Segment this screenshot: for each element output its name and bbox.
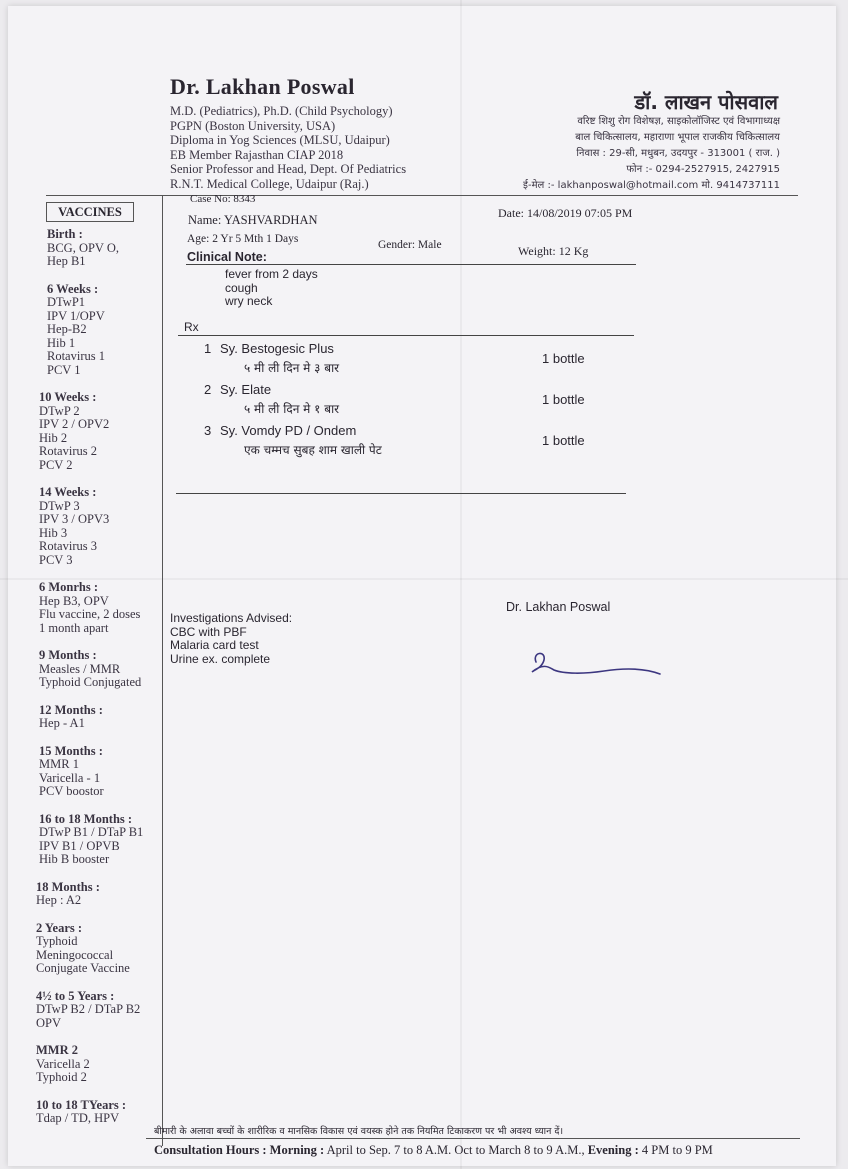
vaccine-item: Rotavirus 3 — [39, 539, 97, 553]
hindi-line: ई-मेल :- lakhanposwal@hotmail.com मो. 9414737111 — [523, 180, 780, 191]
vaccine-item: BCG, OPV O, — [47, 240, 120, 255]
rx-quantity: 1 bottle — [542, 351, 585, 366]
vaccine-item: Hib 1 — [47, 335, 76, 350]
vaccine-item: IPV 2 / OPV2 — [39, 417, 110, 431]
clinical-note: fever from 2 days — [225, 267, 318, 281]
morning-label: Morning : — [269, 1143, 325, 1157]
vaccine-item: Varicella - 1 — [39, 770, 101, 785]
vaccine-group-heading: 14 Weeks : — [39, 485, 97, 499]
vaccine-item: Flu vaccine, 2 doses — [39, 607, 141, 621]
clinical-note: wry neck — [225, 294, 273, 308]
evening-label: Evening : — [587, 1143, 639, 1157]
clinical-note-title: Clinical Note: — [187, 250, 267, 264]
vaccine-group — [30, 1044, 160, 1085]
vaccine-item: Hep B3, OPV — [39, 593, 109, 608]
vaccine-item: DTwP B2 / DTaP B2 — [36, 1002, 141, 1016]
investigation-item: CBC with PBF — [170, 624, 247, 639]
vaccine-group — [30, 649, 160, 690]
qualifications — [170, 104, 406, 191]
footer-note: बीमारी के अलावा बच्चों के शारीरिक व मानसिक विकास एवं वयस्क होने तक नियमित टिकाकरण पर भी अवश्य ध्यान दें। — [154, 1126, 564, 1137]
header-divider — [46, 195, 798, 196]
consult-label: Consultation Hours : — [154, 1143, 267, 1157]
vaccine-item: Typhoid Conjugated — [39, 675, 142, 689]
clinical-divider — [178, 335, 634, 336]
vaccine-item: Hep - A1 — [39, 716, 85, 730]
hindi-line: वरिष्ट शिशु रोग विशेषज्ञ, साइकोलॉजिस्ट एवं विभागाध्यक्ष — [577, 116, 780, 127]
vaccine-item: Hep-B2 — [47, 322, 87, 336]
vaccine-group — [30, 813, 160, 867]
rx-item — [200, 341, 620, 382]
vaccine-item: Measles / MMR — [39, 661, 121, 676]
vaccine-group — [30, 704, 160, 731]
vaccine-item: IPV 3 / OPV3 — [39, 512, 110, 526]
vaccine-item: Typhoid 2 — [36, 1070, 87, 1084]
patient-gender: Gender: Male — [378, 239, 442, 251]
vaccine-item: DTwP B1 / DTaP B1 — [39, 825, 144, 839]
investigation-item: Urine ex. complete — [170, 651, 271, 666]
rx-quantity: 1 bottle — [542, 433, 585, 448]
vaccine-group — [30, 228, 160, 269]
vaccine-group — [30, 391, 160, 472]
consultation-hours — [154, 1143, 713, 1158]
vaccine-item: Varicella 2 — [36, 1056, 90, 1071]
vaccine-item: Hib 3 — [39, 525, 68, 540]
vaccine-group-heading: 12 Months : — [39, 702, 103, 717]
vaccine-group-heading: 4½ to 5 Years : — [36, 988, 115, 1003]
vaccine-group-heading: 18 Months : — [36, 879, 100, 894]
visit-date: Date: 14/08/2019 07:05 PM — [498, 206, 633, 220]
vaccine-item: 1 month apart — [39, 620, 109, 635]
qualification-line: M.D. (Pediatrics), Ph.D. (Child Psychology) — [170, 104, 393, 118]
vaccine-group-heading: 9 Months : — [39, 648, 97, 662]
patient-divider — [186, 264, 636, 265]
hindi-line: निवास : 29-सी, मधुबन, उदयपुर - 313001 ( राज. ) — [576, 148, 780, 159]
vaccine-item: Rotavirus 2 — [39, 444, 97, 458]
qualification-line: PGPN (Boston University, USA) — [170, 118, 336, 133]
rx-divider — [176, 493, 626, 494]
vaccine-item: Meningococcal — [36, 947, 114, 962]
vaccine-schedule — [30, 228, 160, 1140]
vaccine-group — [30, 581, 160, 635]
signature — [524, 640, 674, 690]
vaccine-group — [30, 745, 160, 799]
vaccine-item: DTwP1 — [47, 295, 86, 309]
vaccine-group-heading: 10 Weeks : — [39, 390, 97, 404]
vaccine-item: IPV B1 / OPVB — [39, 838, 120, 853]
vaccine-item: OPV — [36, 1015, 62, 1030]
vaccine-group — [30, 990, 160, 1031]
rx-number: 3 — [204, 423, 212, 438]
rx-dosage: ५ मी ली दिन मे १ बार — [244, 402, 340, 416]
hindi-line: बाल चिकित्सालय, महाराणा भूपाल राजकीय चिकित्सालय — [575, 132, 780, 143]
vaccines-title: VACCINES — [46, 202, 134, 222]
doctor-name: Dr. Lakhan Poswal — [170, 74, 355, 99]
vaccine-group — [30, 881, 160, 908]
rx-quantity: 1 bottle — [542, 392, 585, 407]
vaccine-item: MMR 1 — [39, 757, 79, 771]
vaccine-group — [30, 283, 160, 378]
rx-medicine-name: Sy. Elate — [220, 382, 272, 397]
patient-name: Name: YASHVARDHAN — [188, 213, 318, 227]
vaccine-item: Hep : A2 — [36, 893, 82, 907]
clinical-note: cough — [225, 280, 258, 295]
qualification-line: EB Member Rajasthan CIAP 2018 — [170, 147, 344, 162]
evening-text: 4 PM to 9 PM — [641, 1143, 713, 1157]
vaccine-group-heading: 10 to 18 TYears : — [36, 1097, 127, 1112]
footer-divider — [146, 1138, 800, 1139]
vaccine-group-heading: MMR 2 — [36, 1043, 78, 1057]
vaccine-item: Conjugate Vaccine — [36, 961, 130, 975]
rx-dosage: एक चम्मच सुबह शाम खाली पेट — [244, 443, 382, 457]
vaccine-group-heading: Birth : — [47, 227, 83, 241]
rx-number: 1 — [204, 341, 212, 356]
vaccine-item: PCV 3 — [39, 552, 73, 567]
clinical-notes — [225, 268, 318, 309]
vaccine-item: DTwP 3 — [39, 498, 80, 513]
vaccine-item: Typhoid — [36, 934, 78, 948]
rx-dosage: ५ मी ली दिन मे ३ बार — [244, 361, 340, 375]
morning-text: April to Sep. 7 to 8 A.M. Oct to March 8 to 9 A.M., — [326, 1143, 585, 1157]
rx-item — [200, 423, 620, 464]
vaccine-item: PCV boostor — [39, 784, 104, 798]
rx-list — [200, 341, 620, 464]
rx-number: 2 — [204, 382, 212, 397]
doctor-name-hindi: डॉ. लाखन पोसवाल — [634, 90, 778, 114]
vaccine-item: Hep B1 — [47, 254, 86, 268]
vaccine-group-heading: 2 Years : — [36, 920, 83, 935]
signer-name: Dr. Lakhan Poswal — [506, 600, 611, 614]
vaccine-item: PCV 1 — [47, 362, 81, 377]
vaccine-group-heading: 6 Monrhs : — [39, 580, 99, 594]
vaccine-item: Hib B booster — [39, 852, 110, 866]
vaccine-item: DTwP 2 — [39, 403, 80, 418]
rx-label: Rx — [184, 320, 199, 334]
patient-weight: Weight: 12 Kg — [518, 244, 589, 258]
vaccine-item: PCV 2 — [39, 457, 73, 472]
qualification-line: R.N.T. Medical College, Udaipur (Raj.) — [170, 176, 369, 191]
hindi-line: फोन :- 0294-2527915, 2427915 — [626, 164, 780, 175]
vaccine-group — [30, 486, 160, 567]
rx-medicine-name: Sy. Vomdy PD / Ondem — [220, 423, 357, 438]
investigations — [170, 612, 292, 666]
vaccine-group-heading: 6 Weeks : — [47, 281, 99, 296]
vaccine-group — [30, 922, 160, 976]
investigation-item: Malaria card test — [170, 638, 259, 652]
paper-fold — [460, 0, 462, 1169]
vaccine-group-heading: 16 to 18 Months : — [39, 811, 133, 826]
vaccine-item: IPV 1/OPV — [47, 308, 105, 323]
qualification-line: Diploma in Yog Sciences (MLSU, Udaipur) — [170, 133, 390, 147]
rx-item — [200, 382, 620, 423]
patient-age: Age: 2 Yr 5 Mth 1 Days — [187, 233, 299, 245]
case-number: Case No: 8343 — [190, 193, 256, 205]
vaccine-group — [30, 1099, 160, 1126]
vaccine-column-divider — [162, 196, 163, 1146]
vaccine-item: Hib 2 — [39, 430, 68, 445]
hindi-address — [523, 114, 780, 194]
vaccine-item: Rotavirus 1 — [47, 349, 105, 363]
investigations-title: Investigations Advised: — [170, 611, 293, 625]
vaccine-group-heading: 15 Months : — [39, 743, 103, 758]
qualification-line: Senior Professor and Head, Dept. Of Pediatrics — [170, 162, 407, 176]
vaccine-item: Tdap / TD, HPV — [36, 1111, 120, 1125]
rx-medicine-name: Sy. Bestogesic Plus — [220, 341, 334, 356]
